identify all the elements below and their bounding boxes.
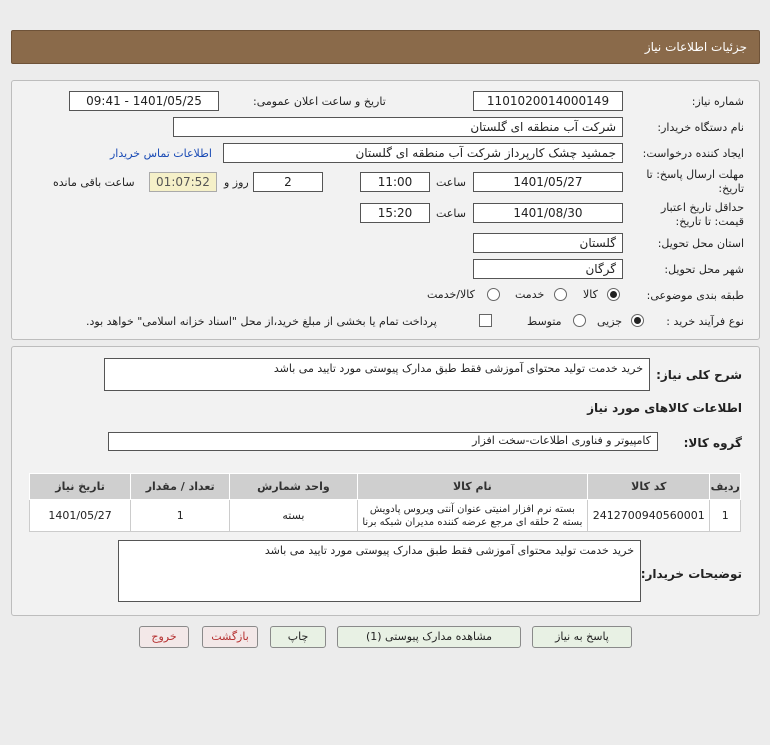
- category-option-goods-service: کالا/خدمت: [427, 288, 475, 301]
- buyer-org-field: شرکت آب منطقه ای گلستان: [173, 117, 623, 137]
- back-button[interactable]: بازگشت: [202, 626, 258, 648]
- category-option-service: خدمت: [515, 288, 545, 301]
- city-label: شهر محل تحویل:: [664, 263, 744, 276]
- column-name: نام کالا: [357, 474, 588, 500]
- reply-button[interactable]: پاسخ به نیاز: [532, 626, 632, 648]
- validity-label-line2: قیمت: تا تاریخ:: [675, 215, 744, 228]
- validity-time-label: ساعت: [436, 207, 466, 220]
- page-title: جزئیات اطلاعات نیاز: [644, 40, 747, 54]
- category-radio-service[interactable]: [554, 288, 567, 301]
- days-label: روز و: [224, 176, 249, 189]
- row-qty: 1: [131, 500, 230, 532]
- remaining-label: ساعت باقی مانده: [53, 176, 135, 189]
- row-code: 2412700940560001: [588, 500, 710, 532]
- announce-field: 1401/05/25 - 09:41: [69, 91, 219, 111]
- goods-section-title: اطلاعات کالاهای مورد نیاز: [587, 401, 742, 415]
- row-unit: بسته: [230, 500, 357, 532]
- column-date: تاریخ نیاز: [30, 474, 131, 500]
- creator-field: جمشید چشک کارپرداز شرکت آب منطقه ای گلستان: [223, 143, 623, 163]
- buyer-org-label: نام دستگاه خریدار:: [657, 121, 744, 134]
- summary-label: شرح کلی نیاز:: [656, 368, 742, 382]
- attachments-button[interactable]: مشاهده مدارک پیوستی (1): [337, 626, 521, 648]
- process-label: نوع فرآیند خرید :: [666, 315, 744, 328]
- column-index: ردیف: [710, 474, 741, 500]
- category-option-goods: کالا: [583, 288, 598, 301]
- need-number-field: 1101020014000149: [473, 91, 623, 111]
- city-field: گرگان: [473, 259, 623, 279]
- validity-label-line1: حداقل تاریخ اعتبار: [660, 201, 744, 214]
- contact-buyer-link[interactable]: اطلاعات تماس خریدار: [110, 147, 212, 160]
- category-label: طبقه بندی موضوعی:: [646, 289, 744, 302]
- buyer-notes-label: توضیحات خریدار:: [640, 567, 742, 581]
- process-radio-medium[interactable]: [573, 314, 586, 327]
- goods-group-label: گروه کالا:: [683, 436, 742, 450]
- process-option-medium: متوسط: [527, 315, 562, 328]
- validity-time-field: 15:20: [360, 203, 430, 223]
- goods-group-field: کامپیوتر و فناوری اطلاعات-سخت افزار: [108, 432, 658, 451]
- need-number-label: شماره نیاز:: [691, 95, 744, 108]
- column-qty: تعداد / مقدار: [131, 474, 230, 500]
- announce-label: تاریخ و ساعت اعلان عمومی:: [253, 95, 386, 108]
- province-label: استان محل تحویل:: [657, 237, 744, 250]
- province-field: گلستان: [473, 233, 623, 253]
- buyer-notes-box: خرید خدمت تولید محتوای آموزشی فقط طبق مدارک پیوستی مورد تایید می باشد: [118, 540, 641, 602]
- creator-label: ایجاد کننده درخواست:: [642, 147, 744, 160]
- process-option-minor: جزیی: [597, 315, 623, 328]
- days-field: 2: [253, 172, 323, 192]
- process-radio-minor[interactable]: [631, 314, 644, 327]
- column-code: کد کالا: [588, 474, 710, 500]
- row-name: بسته نرم افزار امنیتی عنوان آنتی ویروس پادویش بسته 2 حلقه ای مرجع عرضه کننده مدیران شبکه برنا: [357, 500, 588, 532]
- deadline-time-field: 11:00: [360, 172, 430, 192]
- column-unit: واحد شمارش: [230, 474, 357, 500]
- category-radio-goods-service[interactable]: [487, 288, 500, 301]
- page-header: [11, 30, 760, 64]
- remaining-timer: 01:07:52: [149, 172, 217, 192]
- row-date: 1401/05/27: [30, 500, 131, 532]
- table-row: [30, 500, 741, 532]
- validity-date-field: 1401/08/30: [473, 203, 623, 223]
- exit-button[interactable]: خروج: [139, 626, 189, 648]
- treasury-payment-note: پرداخت تمام یا بخشی از مبلغ خرید،از محل "اسناد خزانه اسلامی" خواهد بود.: [86, 315, 437, 328]
- goods-table-header: [30, 474, 741, 500]
- summary-box: خرید خدمت تولید محتوای آموزشی فقط طبق مدارک پیوستی مورد تایید می باشد: [104, 358, 650, 391]
- deadline-time-label: ساعت: [436, 176, 466, 189]
- print-button[interactable]: چاپ: [270, 626, 326, 648]
- row-index: 1: [710, 500, 741, 532]
- goods-table: [29, 473, 741, 532]
- deadline-date-field: 1401/05/27: [473, 172, 623, 192]
- treasury-payment-checkbox[interactable]: [479, 314, 492, 327]
- category-radio-goods[interactable]: [607, 288, 620, 301]
- category-radio-group: [400, 286, 620, 304]
- deadline-label-line2: تاریخ:: [718, 182, 744, 195]
- deadline-label-line1: مهلت ارسال پاسخ: تا: [646, 168, 744, 181]
